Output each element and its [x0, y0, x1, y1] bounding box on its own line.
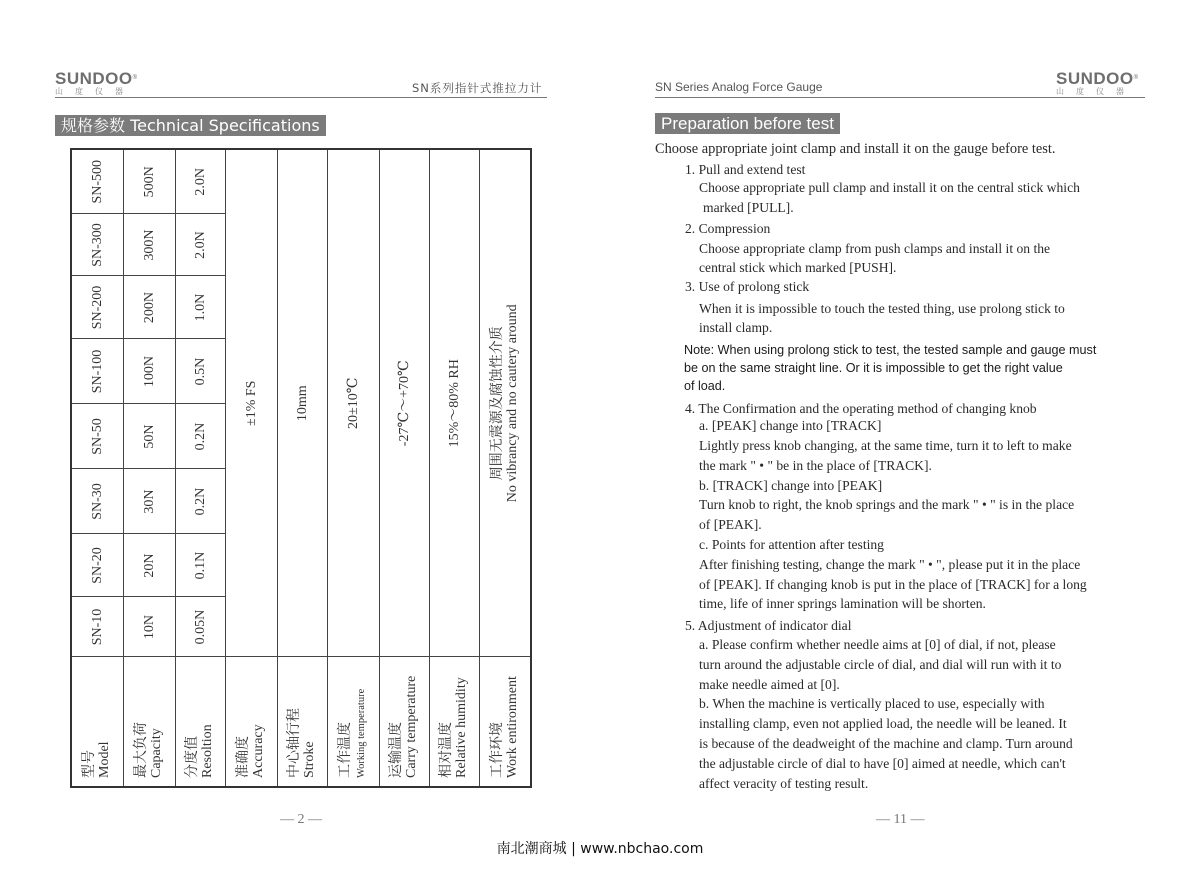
capacity-cell: 200N — [123, 276, 175, 339]
label-working-temperature: 工作温度 Working temperature — [327, 657, 379, 787]
note-text: be on the same straight line. Or it is impossible to get the right value — [684, 361, 1063, 375]
step-text: of [PEAK]. — [699, 517, 762, 532]
section-title: 规格参数 Technical Specifications — [55, 115, 326, 136]
sub-heading: b. [TRACK] change into [PEAK] — [699, 478, 883, 493]
logo-mark: ® — [132, 75, 138, 81]
intro-text: Choose appropriate joint clamp and install it on the gauge before test. — [655, 141, 1056, 157]
section-title-right: Preparation before test — [655, 113, 840, 134]
model-cell: SN-20 — [71, 534, 123, 597]
sub-heading: a. [PEAK] change into [TRACK] — [699, 418, 882, 433]
row-capacity — [123, 149, 175, 787]
row-work-environment — [479, 149, 531, 787]
label-carry-temperature: 运输温度 Carry temperature — [379, 657, 429, 787]
header-rule — [55, 97, 547, 98]
step-text: Choose appropriate pull clamp and install it on the central stick which — [699, 180, 1080, 195]
step-text: installing clamp, even not applied load, the needle will be leaned. It — [699, 716, 1067, 731]
resolution-cell: 2.0N — [175, 149, 225, 214]
label-work-environment: 工作环境 Work entironment — [479, 657, 531, 787]
row-model — [71, 149, 123, 787]
model-cell: SN-500 — [71, 149, 123, 214]
step-heading: 1. Pull and extend test — [685, 162, 806, 177]
working-temperature-value: 20±10℃ — [327, 149, 379, 657]
resolution-cell: 0.5N — [175, 339, 225, 404]
step-text: After finishing testing, change the mark " • ", please put it in the place — [699, 557, 1081, 572]
capacity-cell: 20N — [123, 534, 175, 597]
row-carry-temperature — [379, 149, 429, 787]
page-number-right: — 11 — — [876, 812, 925, 827]
accuracy-value: ±1% FS — [225, 149, 277, 657]
spec-table — [70, 150, 530, 788]
model-cell: SN-10 — [71, 597, 123, 657]
resolution-cell: 0.05N — [175, 597, 225, 657]
sundoo-logo-right — [1056, 70, 1148, 96]
step-text: b. When the machine is vertically placed to use, especially with — [699, 696, 1045, 711]
model-cell: SN-30 — [71, 469, 123, 534]
row-accuracy — [225, 149, 277, 787]
resolution-cell: 0.2N — [175, 404, 225, 469]
resolution-cell: 0.1N — [175, 534, 225, 597]
model-cell: SN-200 — [71, 276, 123, 339]
step-text: When it is impossible to touch the tested thing, use prolong stick to — [699, 301, 1065, 316]
step-heading: 4. The Confirmation and the operating method of changing knob — [685, 401, 1037, 416]
row-relative-humidity — [429, 149, 479, 787]
step-text: Choose appropriate clamp from push clamps and install it on the — [699, 241, 1051, 256]
page-number-left: — 2 — — [280, 812, 322, 827]
row-working-temperature — [327, 149, 379, 787]
resolution-cell: 0.2N — [175, 469, 225, 534]
model-cell: SN-50 — [71, 404, 123, 469]
step-text: the adjustable circle of dial to have [0] aimed at needle, which can't — [699, 756, 1066, 771]
capacity-cell: 10N — [123, 597, 175, 657]
label-relative-humidity: 相对温度 Relative humidity — [429, 657, 479, 787]
step-text: time, life of inner springs lamination will be shorten. — [699, 596, 986, 611]
sundoo-logo — [55, 70, 147, 96]
carry-temperature-value: -27℃～+70℃ — [379, 149, 429, 657]
label-capacity: 最大负荷 Capacity — [123, 657, 175, 787]
logo-mark: ® — [1133, 75, 1139, 81]
step-text: is because of the deadweight of the machine and clamp. Turn around — [699, 736, 1073, 751]
site-footer: 南北潮商城 | www.nbchao.com — [496, 841, 704, 857]
logo-brand: SUNDOO — [1056, 69, 1134, 88]
step-text: a. Please confirm whether needle aims at [0] of dial, if not, please — [699, 637, 1056, 652]
capacity-cell: 50N — [123, 404, 175, 469]
step-text: Lightly press knob changing, at the same time, turn it to left to make — [699, 438, 1072, 453]
stroke-value: 10mm — [277, 149, 327, 657]
step-text: Turn knob to right, the knob springs and the mark " • " is in the place — [699, 497, 1075, 512]
row-resolution — [175, 149, 225, 787]
step-text: make needle aimed at [0]. — [699, 677, 840, 692]
work-environment-value: 周围无震源及腐蚀性介质 No vibrancy and no cautery around — [479, 149, 531, 657]
step-heading: 2. Compression — [685, 221, 771, 236]
row-stroke — [277, 149, 327, 787]
step-heading: 3. Use of prolong stick — [685, 279, 810, 294]
step-text: central stick which marked [PUSH]. — [699, 260, 897, 275]
label-resolution: 分度值 Resoltion — [175, 657, 225, 787]
step-text: install clamp. — [699, 320, 773, 335]
sub-heading: c. Points for attention after testing — [699, 537, 884, 552]
label-model: 型号 Model — [71, 657, 123, 787]
capacity-cell: 300N — [123, 214, 175, 276]
logo-cn: 山度仪器 — [55, 87, 135, 96]
step-text: turn around the adjustable circle of dial, and dial will run with it to — [699, 657, 1062, 672]
step-heading: 5. Adjustment of indicator dial — [685, 618, 852, 633]
resolution-cell: 2.0N — [175, 214, 225, 276]
header-title-right: SN Series Analog Force Gauge — [655, 80, 823, 94]
label-accuracy: 准确度 Accuracy — [225, 657, 277, 787]
capacity-cell: 100N — [123, 339, 175, 404]
logo-brand: SUNDOO — [55, 69, 133, 88]
step-text: affect veracity of testing result. — [699, 776, 869, 791]
model-cell: SN-300 — [71, 214, 123, 276]
note-text: of load. — [684, 379, 726, 393]
resolution-cell: 1.0N — [175, 276, 225, 339]
capacity-cell: 30N — [123, 469, 175, 534]
relative-humidity-value: 15%～80% RH — [429, 149, 479, 657]
note-text: Note: When using prolong stick to test, the tested sample and gauge must — [684, 343, 1097, 357]
capacity-cell: 500N — [123, 149, 175, 214]
model-cell: SN-100 — [71, 339, 123, 404]
label-stroke: 中心轴行程 Stroke — [277, 657, 327, 787]
header-title: SN系列指针式推拉力计 — [412, 81, 543, 95]
step-text: of [PEAK]. If changing knob is put in the place of [TRACK] for a long — [699, 577, 1087, 592]
step-text: the mark " • " be in the place of [TRACK]. — [699, 458, 932, 473]
logo-cn: 山度仪器 — [1056, 87, 1136, 96]
header-rule-right — [655, 97, 1145, 98]
step-text: marked [PULL]. — [703, 200, 794, 215]
